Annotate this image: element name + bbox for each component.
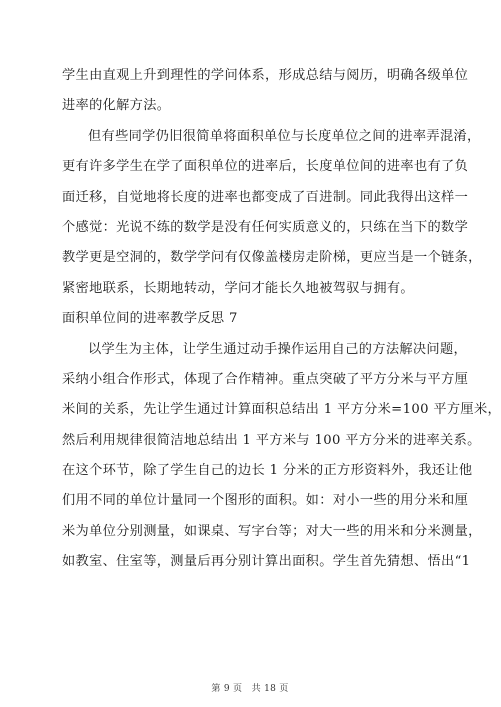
section-heading: 面积单位间的进率教学反思 7 — [62, 311, 238, 327]
page-number-footer: 第 9 页 共 18 页 — [211, 684, 289, 694]
paragraph-line: 米间的关系，先让学生通过计算面积总结出 1 平方分米=100 平方厘米， — [62, 402, 501, 418]
paragraph-line: 学生由直观上升到理性的学问体系，形成总结与阅历，明确各级单位 — [62, 68, 469, 83]
paragraph-line: 们用不同的单位计量同一个图形的面积。如：对小一些的用分米和厘 — [62, 493, 469, 509]
paragraph-line: 米为单位分别测量，如课桌、写字台等；对大一些的用米和分米测量， — [62, 523, 482, 539]
paragraph-line: 教学更是空洞的，数学学问有仅像盖楼房走阶梯，更应当是一个链条， — [62, 250, 482, 266]
paragraph-line: 面迁移，自觉地将长度的进率也都变成了百进制。同此我得出这样一 — [62, 189, 469, 205]
paragraph-line: 更有许多学生在学了面积单位的进率后，长度单位间的进率也有了负 — [62, 159, 469, 175]
paragraph-line: 个感觉：光说不练的数学是没有任何实质意义的，只练在当下的数学 — [62, 219, 469, 235]
paragraph-line: 进率的化解方法。 — [62, 98, 171, 114]
paragraph-line: 但有些同学仍旧很简单将面积单位与长度单位之间的进率弄混淆， — [88, 128, 481, 144]
paragraph-line: 以学生为主体，让学生通过动手操作运用自己的方法解决问题， — [88, 341, 468, 357]
paragraph-line: 如教室、住室等，测量后再分别计算出面积。学生首先猜想、悟出“1 — [62, 554, 471, 570]
paragraph-line: 紧密地联系，长期地转动，学问才能长久地被驾驭与拥有。 — [62, 280, 414, 296]
paragraph-line: 然后利用规律很简洁地总结出 1 平方米与 100 平方分米的进率关系。 — [62, 432, 481, 448]
paragraph-line: 在这个环节，除了学生自己的边长 1 分米的正方形资料外，我还让他 — [62, 463, 473, 479]
page-body — [62, 66, 501, 572]
paragraph-line: 采纳小组合作形式，体现了合作精神。重点突破了平方分米与平方厘 — [62, 371, 469, 387]
